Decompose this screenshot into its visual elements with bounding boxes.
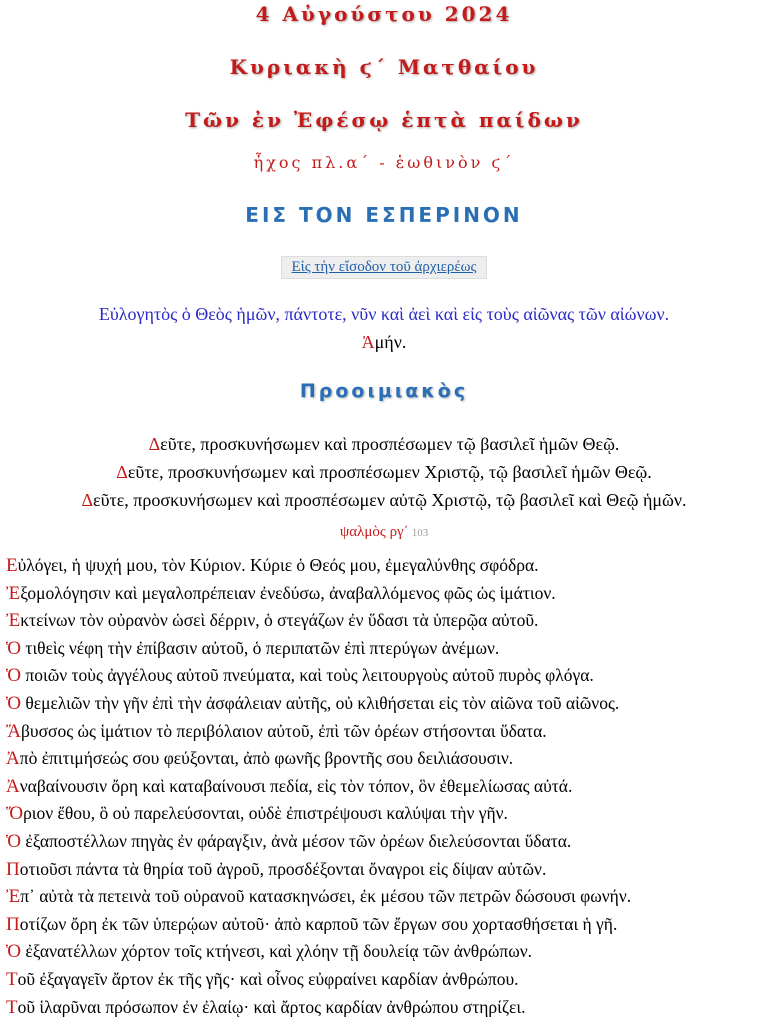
psalm-heading: [0, 524, 768, 541]
verse-initial: Ἀ: [6, 775, 20, 797]
verse-initial: Τ: [6, 968, 18, 990]
verse: [6, 966, 764, 994]
section-title: Προοιμιακὸς: [299, 380, 469, 402]
verse-initial: Π: [6, 858, 20, 880]
verse-text: οτιοῦσι πάντα τὰ θηρία τοῦ ἀγροῦ, προσδέξονται ὄναγροι εἰς δίψαν αὐτῶν.: [19, 858, 547, 879]
date-heading: 4 Αὐγούστου 2024: [255, 2, 513, 26]
verse: [6, 690, 764, 718]
verse-initial: Τ: [6, 996, 18, 1018]
blessing-text: Εὐλογητὸς ὁ Θεὸς ἡμῶν, πάντοτε, νῦν καὶ ἀεὶ καὶ εἰς τοὺς αἰῶνας τῶν αἰώνων.: [98, 304, 670, 324]
deute-text: εῦτε, προσκυνήσωμεν καὶ προσπέσωμεν αὐτῷ Χριστῷ, τῷ βασιλεῖ καὶ Θεῷ ἡμῶν.: [93, 490, 687, 510]
deute-line: [0, 486, 768, 514]
amen-initial: Ἀ: [361, 332, 375, 352]
verse-text: ἐξανατέλλων χόρτον τοῖς κτήνεσι, καὶ χλόην τῇ δουλείᾳ τῶν ἀνθρώπων.: [21, 941, 533, 962]
deute-line: [0, 430, 768, 458]
verse-initial: Ἀ: [6, 748, 20, 770]
verse-text: βυσσος ὡς ἱμάτιον τὸ περιβόλαιον αὐτοῦ, ἐπὶ τῶν ὀρέων στήσονται ὕδατα.: [21, 720, 547, 741]
amen-rest: μήν.: [374, 332, 407, 352]
entrance-link-container: [0, 256, 768, 279]
verse-initial: Ὅ: [6, 803, 24, 825]
deute-block: [0, 430, 768, 514]
verse-text: ἐξαποστέλλων πηγὰς ἐν φάραγξιν, ἀνὰ μέσον τῶν ὀρέων διελεύσονται ὕδατα.: [21, 830, 572, 851]
psalm-verses: [6, 552, 764, 1021]
verse-text: ὐλόγει, ἡ ψυχή μου, τὸν Κύριον. Κύριε ὁ Θεός μου, ἐμεγαλύνθης σφόδρα.: [17, 555, 539, 575]
verse-initial: Ἐ: [6, 582, 21, 604]
deute-line: [0, 458, 768, 486]
verse-text: π᾿ αὐτὰ τὰ πετεινὰ τοῦ οὐρανοῦ κατασκηνώσει, ἐκ μέσου τῶν πετρῶν δώσουσι φωνήν.: [20, 886, 632, 907]
verse: [6, 856, 764, 884]
verse-initial: Ὁ: [6, 830, 22, 852]
verse: [6, 911, 764, 939]
verse-initial: Ὁ: [6, 941, 22, 963]
entrance-link[interactable]: Εἰς τὴν εἴσοδον τοῦ ἀρχιερέως: [281, 256, 488, 279]
verse-text: οῦ ἱλαρῦναι πρόσωπον ἐν ἐλαίῳ· καὶ ἄρτος καρδίαν ἀνθρώπου στηρίζει.: [17, 996, 526, 1017]
verse-initial: Ε: [6, 555, 18, 576]
verse: [6, 994, 764, 1022]
verse-text: κτείνων τὸν οὐρανὸν ὡσεὶ δέρριν, ὁ στεγάζων ἐν ὕδασι τὰ ὑπερῷα αὐτοῦ.: [20, 610, 539, 631]
tone-heading: ἦχος πλ.α΄ - ἑωθινὸν ϛ΄: [253, 153, 515, 172]
amen-text: [0, 328, 768, 356]
deute-initial: Δ: [148, 434, 161, 454]
verse: [6, 938, 764, 966]
verse: [6, 773, 764, 801]
verse: [6, 828, 764, 856]
psalm-number: 103: [411, 527, 429, 539]
feast-heading: Τῶν ἐν Ἐφέσῳ ἑπτὰ παίδων: [185, 108, 583, 132]
verse: [6, 745, 764, 773]
verse-text: ποιῶν τοὺς ἀγγέλους αὐτοῦ πνεύματα, καὶ τοὺς λειτουργοὺς αὐτοῦ πυρὸς φλόγα.: [21, 665, 594, 686]
verse: [6, 718, 764, 746]
verse-text: θεμελιῶν τὴν γῆν ἐπὶ τὴν ἀσφάλειαν αὐτῆς, οὐ κλιθήσεται εἰς τὸν αἰῶνα τοῦ αἰῶνος.: [21, 692, 620, 713]
verse: [6, 552, 764, 580]
verse: [6, 580, 764, 608]
deute-initial: Δ: [81, 490, 94, 510]
verse-text: τιθεὶς νέφη τὴν ἐπίβασιν αὐτοῦ, ὁ περιπατῶν ἐπὶ πτερύγων ἀνέμων.: [21, 637, 500, 658]
service-title: ΕΙΣ ΤΟΝ ΕΣΠΕΡΙΝΟΝ: [245, 203, 523, 227]
verse-text: ξομολόγησιν καὶ μεγαλοπρέπειαν ἐνεδύσω, ἀναβαλλόμενος φῶς ὡς ἱμάτιον.: [20, 582, 556, 603]
verse: [6, 662, 764, 690]
verse-initial: Ἄ: [6, 720, 22, 742]
verse-text: ριον ἔθου, ὃ οὐ παρελεύσονται, οὐδὲ ἐπιστρέψουσι καλύψαι τὴν γῆν.: [23, 803, 508, 824]
verse-initial: Ὁ: [6, 692, 22, 714]
verse-text: ναβαίνουσιν ὄρη καὶ καταβαίνουσι πεδία, εἰς τὸν τόπον, ὃν ἐθεμελίωσας αὐτά.: [19, 775, 573, 796]
blessing-block: [0, 300, 768, 356]
verse: [6, 635, 764, 663]
verse-initial: Π: [6, 913, 20, 935]
verse: [6, 883, 764, 911]
psalm-label: ψαλμὸς ργ΄: [339, 524, 409, 540]
deute-text: εῦτε, προσκυνήσωμεν καὶ προσπέσωμεν τῷ βασιλεῖ ἡμῶν Θεῷ.: [160, 434, 620, 454]
verse-text: οτίζων ὄρη ἐκ τῶν ὑπερῴων αὐτοῦ· ἀπὸ καρποῦ τῶν ἔργων σου χορτασθήσεται ἡ γῆ.: [19, 913, 618, 934]
deute-text: εῦτε, προσκυνήσωμεν καὶ προσπέσωμεν Χριστῷ, τῷ βασιλεῖ ἡμῶν Θεῷ.: [127, 462, 652, 482]
verse-text: οῦ ἐξαγαγεῖν ἄρτον ἐκ τῆς γῆς· καὶ οἶνος εὐφραίνει καρδίαν ἀνθρώπου.: [17, 968, 519, 989]
verse: [6, 607, 764, 635]
verse-initial: Ὁ: [6, 665, 22, 687]
verse-initial: Ἐ: [6, 610, 21, 632]
verse-initial: Ὁ: [6, 637, 22, 659]
verse-initial: Ἐ: [6, 886, 21, 908]
deute-initial: Δ: [116, 462, 128, 482]
verse-text: πὸ ἐπιτιμήσεώς σου φεύξονται, ἀπὸ φωνῆς βροντῆς σου δειλιάσουσιν.: [19, 748, 514, 769]
sunday-heading: Κυριακὴ ϛ΄ Ματθαίου: [229, 55, 539, 79]
verse: [6, 800, 764, 828]
